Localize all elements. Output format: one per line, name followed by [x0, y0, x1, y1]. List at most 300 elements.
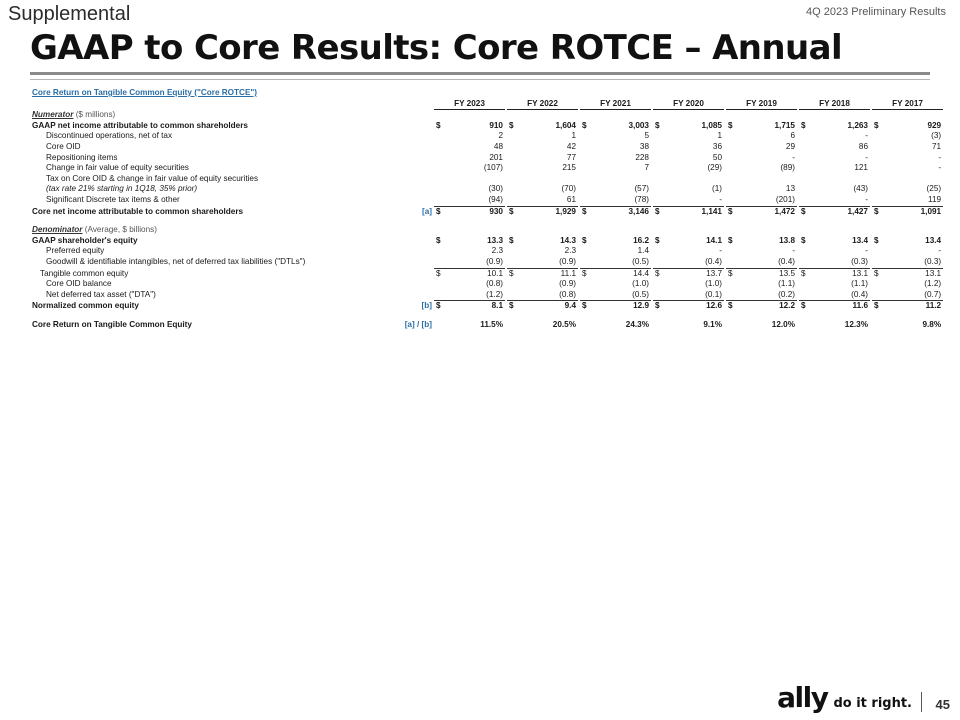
currency-symbol: [653, 195, 665, 206]
currency-symbol: [653, 163, 665, 174]
row-label: Tangible common equity: [40, 268, 129, 278]
value-cell: (0.2): [738, 290, 797, 301]
currency-symbol: [799, 279, 811, 290]
value-cell: 14.4: [633, 268, 649, 278]
currency-symbol: [653, 174, 665, 185]
row-reference: [402, 153, 434, 164]
currency-symbol: $: [801, 268, 806, 278]
spacer-cell: [30, 217, 943, 225]
currency-symbol: [434, 184, 446, 195]
row-label: Significant Discrete tax items & other: [46, 195, 180, 205]
table-row: [30, 257, 943, 268]
currency-symbol: [799, 174, 811, 185]
value-cell: 1,263: [847, 120, 868, 130]
currency-symbol: [580, 257, 592, 268]
spacer-row: [30, 312, 943, 320]
value-cell: (0.3): [811, 257, 870, 268]
value-cell: (29): [707, 163, 722, 173]
value-cell: 48: [493, 141, 503, 151]
value-cell: 11.1: [560, 268, 576, 278]
footer-divider: [921, 692, 922, 712]
currency-symbol: [580, 142, 592, 153]
currency-symbol: [872, 320, 884, 331]
row-reference: [402, 257, 434, 268]
table-row: [30, 142, 943, 153]
value-cell: 61: [519, 195, 578, 206]
value-cell: -: [865, 131, 868, 141]
currency-symbol: $: [436, 120, 441, 130]
value-cell: (107): [483, 163, 503, 173]
currency-symbol: [653, 153, 665, 164]
logo-wordmark: ally: [777, 681, 828, 714]
value-cell: 8.1: [491, 301, 503, 311]
table-row: [30, 320, 943, 331]
value-cell: (1.2): [924, 279, 942, 289]
currency-symbol: [872, 153, 884, 164]
currency-symbol: [726, 320, 738, 331]
value-cell: 228: [635, 152, 649, 162]
value-cell: 1,091: [920, 206, 942, 216]
currency-symbol: [580, 290, 592, 301]
currency-symbol: [799, 257, 811, 268]
value-cell: [884, 174, 943, 185]
value-cell: 201: [489, 152, 503, 162]
currency-symbol: [799, 163, 811, 174]
table-row: [30, 195, 943, 206]
currency-symbol: [507, 257, 519, 268]
table-row: [30, 131, 943, 142]
currency-symbol: $: [436, 206, 441, 216]
numerator-section-label: Numerator: [32, 110, 74, 120]
value-cell: -: [865, 246, 868, 256]
currency-symbol: $: [801, 120, 806, 130]
value-cell: (3): [931, 131, 942, 141]
table-row: [30, 279, 943, 290]
currency-symbol: [507, 320, 519, 331]
year-header: FY 2023: [434, 99, 505, 110]
table-title: Core Return on Tangible Common Equity ("Core ROTCE"): [32, 88, 258, 97]
denominator-section-label: Denominator: [32, 225, 83, 235]
value-cell: 86: [858, 141, 868, 151]
value-cell: 24.3%: [625, 319, 649, 329]
currency-symbol: [799, 246, 811, 257]
value-cell: (0.9): [559, 279, 576, 289]
currency-symbol: [799, 320, 811, 331]
ally-logo: [777, 681, 912, 714]
table-row: [30, 236, 943, 247]
currency-symbol: $: [874, 206, 879, 216]
value-cell: 9.4: [564, 301, 576, 311]
value-cell: 12.3%: [844, 319, 868, 329]
value-cell: (30): [488, 184, 503, 194]
currency-symbol: [799, 290, 811, 301]
currency-symbol: [507, 142, 519, 153]
value-cell: (94): [446, 195, 505, 206]
currency-symbol: [653, 290, 665, 301]
row-label: Repositioning items: [46, 152, 118, 162]
row-reference: [402, 163, 434, 174]
value-cell: 910: [489, 120, 503, 130]
currency-symbol: [434, 257, 446, 268]
value-cell: 36: [712, 141, 722, 151]
currency-symbol: [653, 142, 665, 153]
currency-symbol: $: [728, 206, 733, 216]
row-reference: [402, 142, 434, 153]
value-cell: -: [719, 246, 722, 256]
numerator-section-row: [30, 110, 943, 121]
value-cell: (89): [780, 163, 795, 173]
currency-symbol: [726, 257, 738, 268]
currency-symbol: [580, 184, 592, 195]
value-cell: -: [792, 246, 795, 256]
value-cell: 13.7: [706, 268, 722, 278]
row-reference: [402, 279, 434, 290]
value-cell: (1): [711, 184, 722, 194]
currency-symbol: [799, 153, 811, 164]
row-reference: [a]: [421, 206, 432, 216]
currency-symbol: [726, 142, 738, 153]
value-cell: -: [938, 246, 942, 256]
currency-symbol: [872, 279, 884, 290]
currency-symbol: $: [874, 235, 879, 245]
currency-symbol: [872, 195, 884, 206]
currency-symbol: $: [801, 206, 806, 216]
value-cell: 11.5%: [480, 319, 503, 329]
numerator-section-unit: ($ millions): [75, 110, 116, 120]
currency-symbol: [872, 290, 884, 301]
value-cell: (0.5): [592, 257, 651, 268]
currency-symbol: [580, 163, 592, 174]
value-cell: [519, 174, 578, 185]
currency-symbol: [799, 184, 811, 195]
currency-symbol: [872, 142, 884, 153]
value-cell: 1,085: [701, 120, 722, 130]
currency-symbol: $: [509, 206, 514, 216]
value-cell: (57): [634, 184, 649, 194]
currency-symbol: [507, 184, 519, 195]
value-cell: [592, 174, 651, 185]
currency-symbol: $: [874, 268, 879, 278]
currency-symbol: [580, 279, 592, 290]
currency-symbol: [434, 131, 446, 142]
year-header: FY 2020: [653, 99, 724, 110]
value-cell: 215: [562, 163, 576, 173]
value-cell: 9.1%: [703, 319, 722, 329]
value-cell: 13.3: [487, 235, 503, 245]
value-cell: -: [811, 195, 870, 206]
currency-symbol: [580, 153, 592, 164]
value-cell: 930: [489, 206, 503, 216]
currency-symbol: [726, 279, 738, 290]
currency-symbol: [799, 195, 811, 206]
value-cell: 3,146: [628, 206, 649, 216]
value-cell: 16.2: [633, 235, 649, 245]
currency-symbol: [799, 131, 811, 142]
value-cell: 42: [566, 141, 576, 151]
page-title: GAAP to Core Results: Core ROTCE – Annual: [30, 28, 843, 68]
value-cell: (0.3): [884, 257, 943, 268]
value-cell: 9.8%: [922, 319, 942, 329]
value-cell: -: [792, 152, 795, 162]
value-cell: (201): [738, 195, 797, 206]
table-row: [30, 184, 943, 195]
currency-symbol: [653, 131, 665, 142]
value-cell: (43): [853, 184, 868, 194]
value-cell: 77: [566, 152, 576, 162]
currency-symbol: $: [582, 235, 587, 245]
row-reference: [402, 236, 434, 247]
value-cell: 6: [790, 131, 795, 141]
value-cell: (0.8): [519, 290, 578, 301]
denominator-section-unit: (Average, $ billions): [84, 225, 157, 235]
currency-symbol: [653, 320, 665, 331]
currency-symbol: $: [509, 268, 514, 278]
numerator-section-cell: [30, 110, 943, 121]
currency-symbol: $: [874, 120, 879, 130]
header-ref-cell: [402, 99, 434, 110]
row-reference: [402, 184, 434, 195]
value-cell: [446, 174, 505, 185]
currency-symbol: [726, 153, 738, 164]
year-header: FY 2017: [872, 99, 943, 110]
currency-symbol: [434, 290, 446, 301]
currency-symbol: $: [801, 301, 806, 311]
currency-symbol: [872, 174, 884, 185]
value-cell: 929: [927, 120, 942, 130]
currency-symbol: [580, 320, 592, 331]
value-cell: 50: [712, 152, 722, 162]
core-rotce-table: [30, 88, 943, 330]
denominator-section-row: [30, 225, 943, 236]
value-cell: 1: [717, 131, 722, 141]
currency-symbol: [507, 174, 519, 185]
table-row: [30, 268, 943, 279]
value-cell: (0.9): [446, 257, 505, 268]
currency-symbol: [653, 246, 665, 257]
currency-symbol: [580, 174, 592, 185]
row-label: Normalized common equity: [32, 301, 139, 311]
row-label: Core OID: [46, 141, 81, 151]
currency-symbol: [507, 131, 519, 142]
value-cell: (1.0): [632, 279, 649, 289]
table-title-cell: [30, 88, 943, 99]
value-cell: 121: [854, 163, 868, 173]
currency-symbol: $: [655, 268, 660, 278]
currency-symbol: [872, 184, 884, 195]
section-label: Supplemental: [8, 3, 131, 25]
value-cell: 13.5: [779, 268, 795, 278]
currency-symbol: [653, 279, 665, 290]
row-label: Change in fair value of equity securities: [46, 163, 189, 173]
currency-symbol: $: [874, 301, 879, 311]
currency-symbol: [507, 163, 519, 174]
value-cell: (0.7): [884, 290, 943, 301]
table-row: [30, 174, 943, 185]
row-label: Net deferred tax asset ("DTA"): [46, 290, 156, 300]
currency-symbol: $: [509, 301, 514, 311]
row-reference: [402, 246, 434, 257]
currency-symbol: [580, 131, 592, 142]
table-row: [30, 121, 943, 132]
currency-symbol: [799, 142, 811, 153]
currency-symbol: $: [582, 206, 587, 216]
value-cell: (1.1): [851, 279, 868, 289]
currency-symbol: [726, 131, 738, 142]
year-header: FY 2022: [507, 99, 578, 110]
value-cell: 12.9: [633, 301, 649, 311]
currency-symbol: [507, 153, 519, 164]
value-cell: (1.2): [446, 290, 505, 301]
currency-symbol: $: [728, 120, 733, 130]
currency-symbol: [434, 163, 446, 174]
value-cell: 1,604: [555, 120, 576, 130]
currency-symbol: $: [582, 120, 587, 130]
currency-symbol: $: [655, 120, 660, 130]
row-reference: [402, 121, 434, 132]
value-cell: 13: [785, 184, 795, 194]
value-cell: (0.4): [811, 290, 870, 301]
currency-symbol: [726, 195, 738, 206]
logo-tagline: do it right.: [833, 696, 912, 711]
value-cell: -: [938, 163, 942, 173]
currency-symbol: [507, 195, 519, 206]
row-reference: [402, 174, 434, 185]
currency-symbol: [726, 246, 738, 257]
value-cell: 13.8: [779, 235, 795, 245]
currency-symbol: [580, 246, 592, 257]
value-cell: 13.1: [925, 268, 942, 278]
row-label: GAAP shareholder's equity: [32, 235, 138, 245]
value-cell: 3,003: [628, 120, 649, 130]
currency-symbol: [872, 163, 884, 174]
currency-symbol: [507, 290, 519, 301]
value-cell: 71: [932, 141, 942, 151]
row-label: Discontinued operations, net of tax: [46, 131, 173, 141]
year-header-row: [30, 99, 943, 110]
currency-symbol: [434, 320, 446, 331]
table-row: [30, 246, 943, 257]
title-rule: [30, 72, 930, 75]
value-cell: (0.5): [592, 290, 651, 301]
currency-symbol: [434, 153, 446, 164]
denominator-section-cell: [30, 225, 943, 236]
value-cell: 29: [785, 141, 795, 151]
table-row: [30, 206, 943, 217]
table-row: [30, 290, 943, 301]
currency-symbol: $: [582, 301, 587, 311]
value-cell: -: [665, 195, 724, 206]
report-name: 4Q 2023 Preliminary Results: [805, 6, 946, 18]
value-cell: 1,427: [847, 206, 868, 216]
value-cell: 1,715: [774, 120, 795, 130]
value-cell: (1.1): [778, 279, 795, 289]
table-row: [30, 153, 943, 164]
currency-symbol: $: [655, 235, 660, 245]
currency-symbol: $: [436, 235, 441, 245]
value-cell: (25): [926, 184, 942, 194]
currency-symbol: [872, 131, 884, 142]
header-label-cell: [30, 99, 402, 110]
row-label: Core OID balance: [46, 279, 112, 289]
value-cell: (0.4): [738, 257, 797, 268]
currency-symbol: $: [436, 301, 441, 311]
value-cell: 119: [884, 195, 943, 206]
value-cell: 2.3: [564, 246, 576, 256]
row-reference: [402, 268, 434, 279]
value-cell: -: [865, 152, 868, 162]
currency-symbol: [872, 246, 884, 257]
currency-symbol: [434, 246, 446, 257]
currency-symbol: [434, 174, 446, 185]
year-header: FY 2021: [580, 99, 651, 110]
page-number: 45: [935, 697, 950, 712]
row-reference: [402, 131, 434, 142]
value-cell: 12.2: [779, 301, 795, 311]
title-rule-thin: [30, 79, 930, 80]
value-cell: 7: [644, 163, 649, 173]
currency-symbol: $: [801, 235, 806, 245]
value-cell: [811, 174, 870, 185]
currency-symbol: [726, 290, 738, 301]
value-cell: 12.0%: [771, 319, 795, 329]
value-cell: 2.3: [491, 246, 503, 256]
currency-symbol: $: [582, 268, 587, 278]
row-label: Preferred equity: [46, 246, 105, 256]
row-reference: [a] / [b]: [404, 319, 432, 329]
value-cell: 12.6: [706, 301, 722, 311]
row-reference: [b]: [421, 301, 432, 311]
value-cell: 1,472: [774, 206, 795, 216]
currency-symbol: $: [728, 268, 733, 278]
currency-symbol: [653, 184, 665, 195]
value-cell: 11.2: [925, 301, 942, 311]
spacer-cell: [30, 312, 943, 320]
currency-symbol: [507, 246, 519, 257]
currency-symbol: [434, 279, 446, 290]
currency-symbol: [434, 142, 446, 153]
value-cell: 5: [644, 131, 649, 141]
currency-symbol: $: [655, 206, 660, 216]
currency-symbol: [507, 279, 519, 290]
value-cell: (0.9): [519, 257, 578, 268]
value-cell: (0.4): [665, 257, 724, 268]
row-label: Core Return on Tangible Common Equity: [32, 319, 192, 329]
year-header: FY 2018: [799, 99, 870, 110]
value-cell: 13.4: [852, 235, 868, 245]
value-cell: 20.5%: [552, 319, 576, 329]
value-cell: 14.3: [560, 235, 576, 245]
table-title-row: [30, 88, 943, 99]
value-cell: (78): [592, 195, 651, 206]
currency-symbol: $: [655, 301, 660, 311]
row-label: Core net income attributable to common shareholders: [32, 206, 244, 216]
value-cell: (0.1): [665, 290, 724, 301]
value-cell: 13.4: [925, 235, 942, 245]
currency-symbol: [726, 163, 738, 174]
value-cell: -: [938, 152, 942, 162]
row-label: Goodwill & identifiable intangibles, net of deferred tax liabilities ("DTLs"): [46, 257, 306, 267]
value-cell: 1,141: [701, 206, 722, 216]
table-row: [30, 163, 943, 174]
table-row: [30, 301, 943, 312]
currency-symbol: $: [436, 268, 441, 278]
value-cell: 1: [571, 131, 576, 141]
value-cell: 1.4: [637, 246, 649, 256]
currency-symbol: $: [728, 235, 733, 245]
row-label: (tax rate 21% starting in 1Q18, 35% prior): [46, 184, 198, 194]
row-label: Tax on Core OID & change in fair value of equity securities: [46, 173, 259, 183]
spacer-row: [30, 217, 943, 225]
